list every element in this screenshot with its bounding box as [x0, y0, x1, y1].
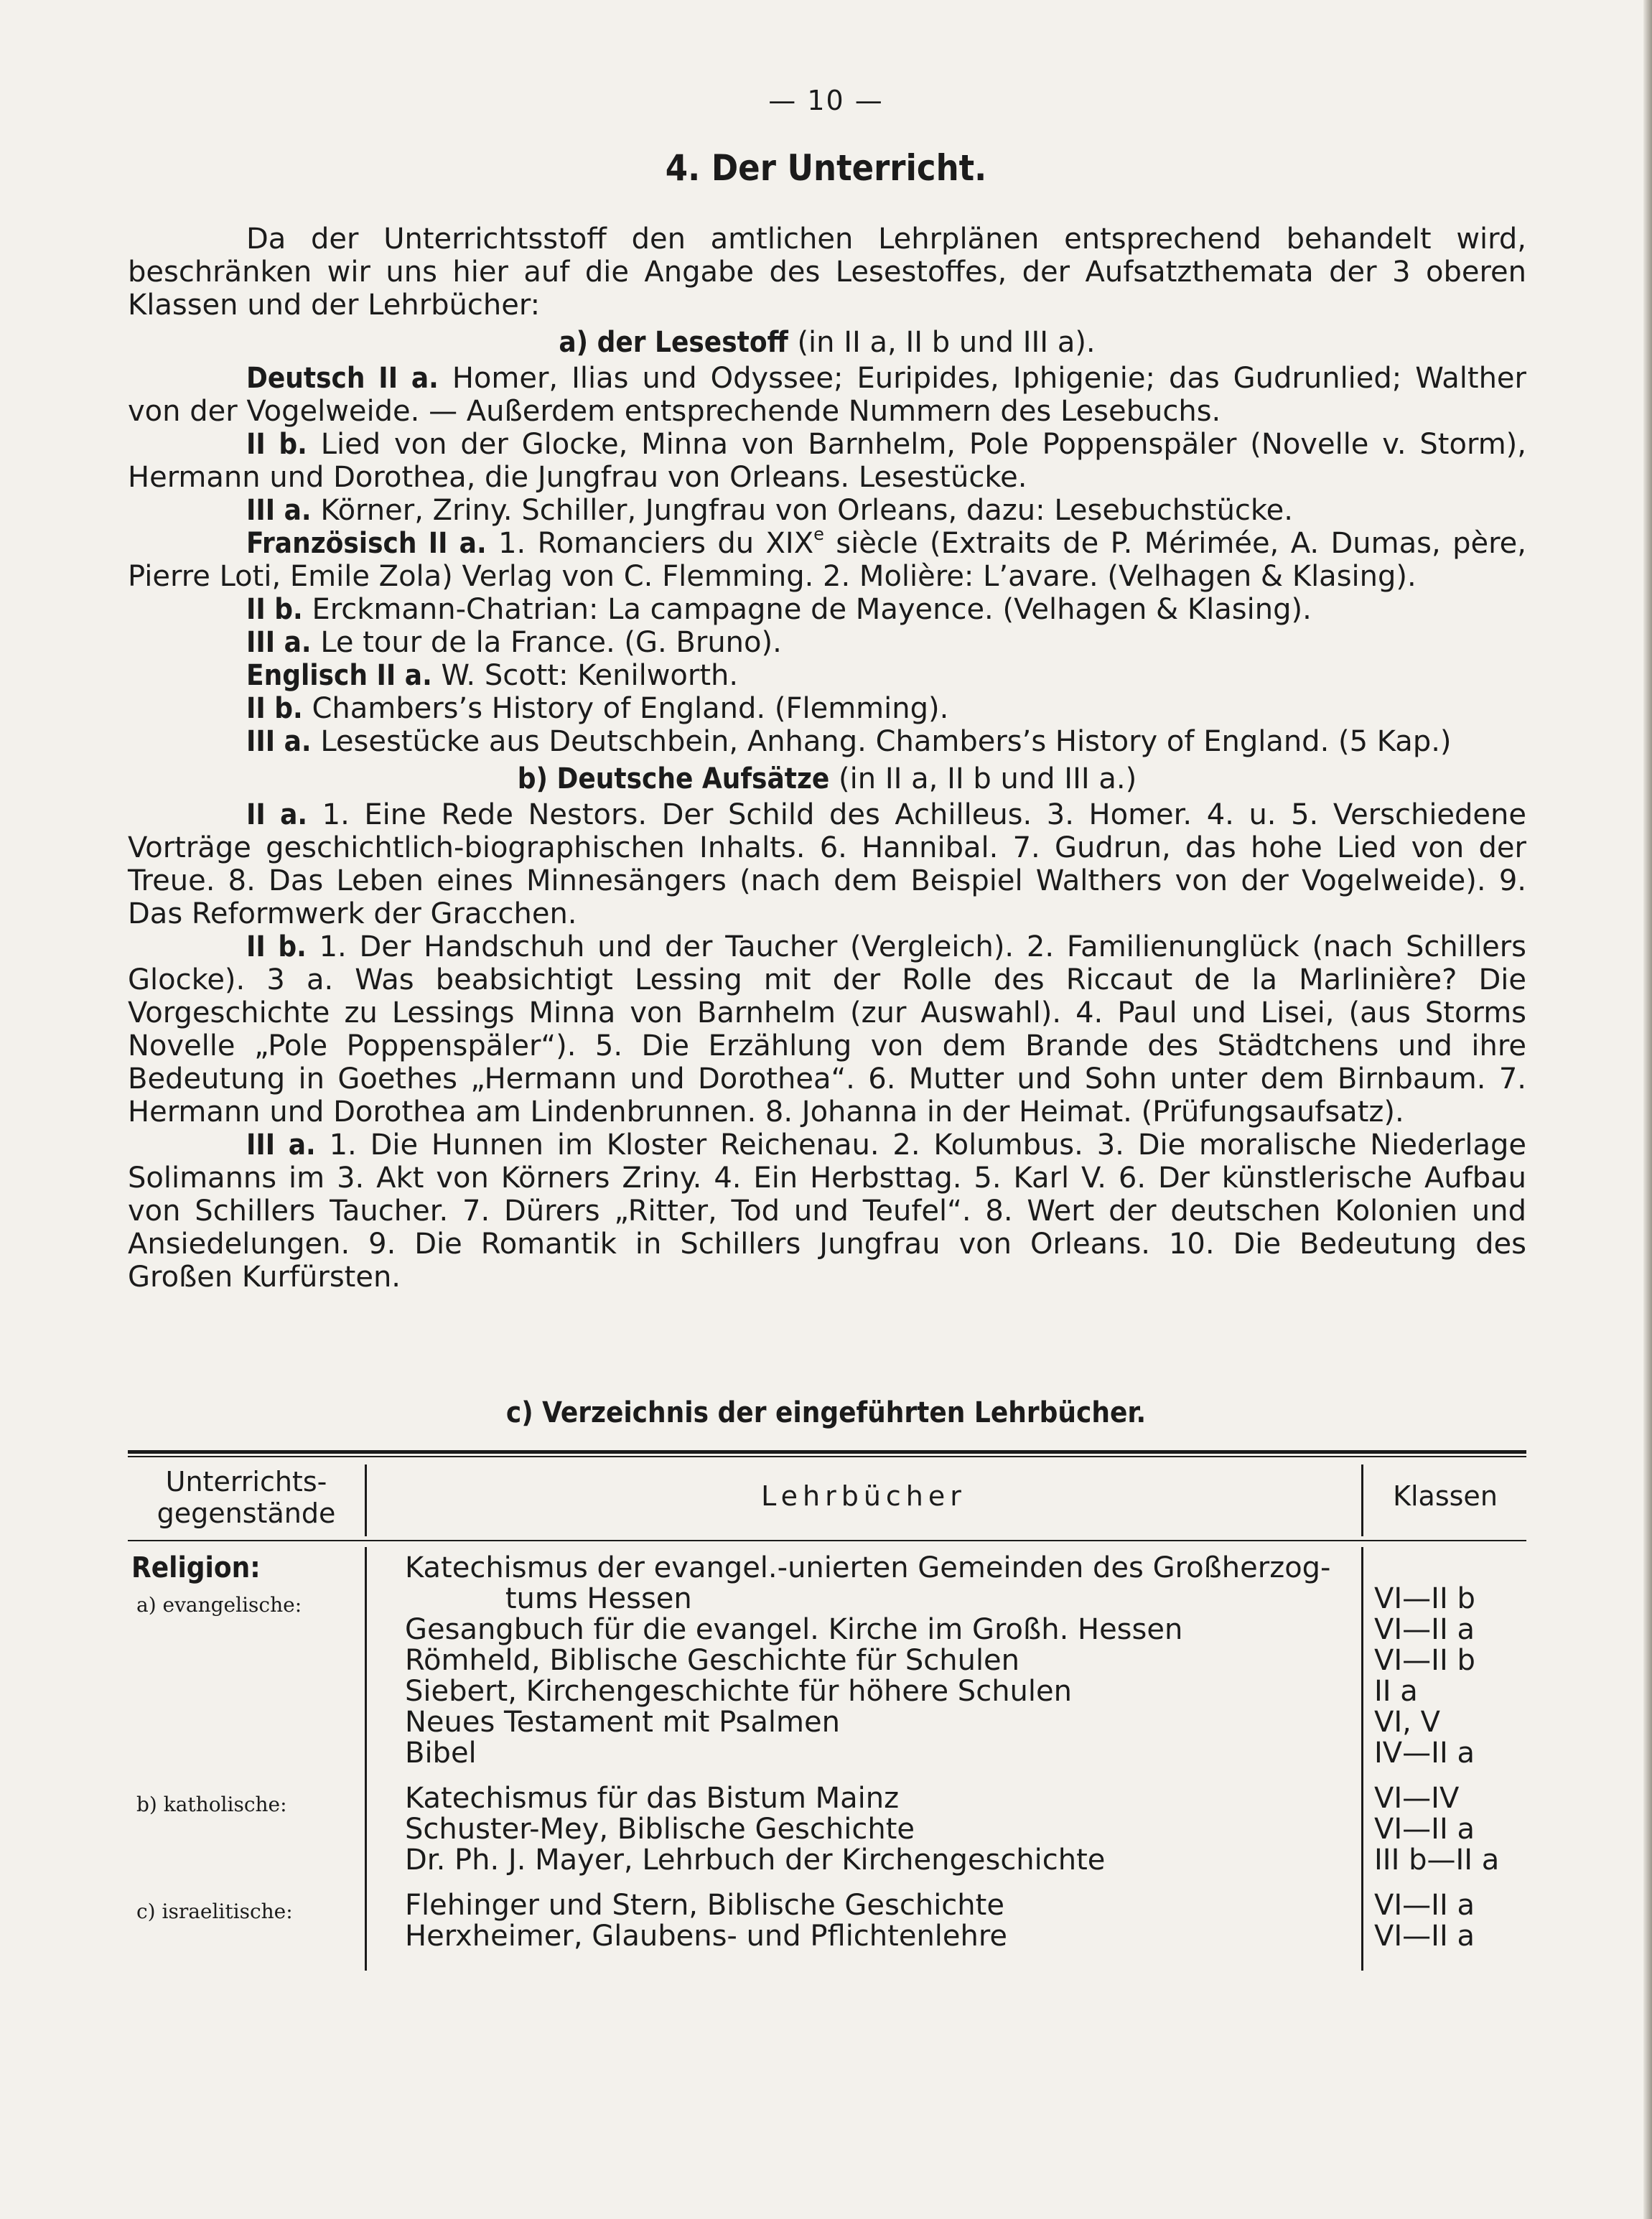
table-row-classes: III b—II a — [1374, 1844, 1500, 1877]
essay-item — [128, 930, 1526, 1129]
page-edge-shadow — [1643, 0, 1652, 2219]
table-row-classes: VI—II a — [1374, 1920, 1475, 1953]
reading-item-text: Le tour de la France. (G. Bruno). — [320, 626, 782, 659]
reading-item-label: Englisch II a. — [246, 659, 432, 692]
group-label: c) israelitische: — [136, 1900, 293, 1923]
section-b-heading-bold: b) Deutsche Aufsätze — [517, 762, 830, 795]
table-row-book: Neues Testament mit Psalmen — [405, 1706, 840, 1739]
table-row-book: Römheld, Biblische Geschichte für Schulen — [405, 1644, 1020, 1677]
table-row-book: Dr. Ph. J. Mayer, Lehrbuch der Kirchengeschichte — [405, 1844, 1106, 1877]
reading-item — [128, 428, 1526, 494]
reading-item-label: II b. — [246, 593, 303, 626]
table-top-rule — [128, 1450, 1526, 1454]
table-row-classes: VI—II b — [1374, 1644, 1475, 1677]
reading-item-text: Lied von der Glocke, Minna von Barnhelm, Pole Poppenspäler (Novelle v. Storm), Hermann und Dorothea, die Jungfrau von Orleans. Lesestücke. — [128, 428, 1526, 494]
main-content — [128, 223, 1526, 1294]
essay-item-label: II a. — [246, 798, 308, 831]
reading-item — [128, 626, 1526, 659]
table-row-classes: VI—II a — [1374, 1613, 1475, 1646]
section-a-heading-rest: (in II a, II b und III a). — [797, 326, 1096, 359]
table-row-classes: VI, V — [1374, 1706, 1440, 1739]
group-label: a) evangelische: — [136, 1593, 302, 1617]
section-b-heading — [128, 762, 1526, 795]
table-vline-1-header — [365, 1464, 367, 1536]
column-header-books: Lehrbücher — [761, 1480, 966, 1512]
subject-religion: Religion: — [131, 1551, 261, 1584]
table-row-classes: VI—IV — [1374, 1782, 1460, 1815]
reading-item-text: Erckmann-Chatrian: La campagne de Mayence. (Velhagen & Klasing). — [312, 593, 1312, 626]
reading-item-label: III a. — [246, 725, 312, 758]
table-row-book: Gesangbuch für die evangel. Kirche im Großh. Hessen — [405, 1613, 1183, 1646]
table-row-classes: IV—II a — [1374, 1737, 1475, 1770]
essay-item — [128, 798, 1526, 930]
reading-item-superscript: e — [813, 524, 824, 544]
reading-item — [128, 593, 1526, 626]
section-a-list — [128, 362, 1526, 758]
table-vline-2 — [1361, 1547, 1363, 1971]
reading-item — [128, 524, 1526, 593]
table-vline-1 — [365, 1547, 367, 1971]
essay-item-label: III a. — [246, 1129, 316, 1162]
essay-item-text: 1. Der Handschuh und der Taucher (Vergleich). 2. Familienunglück (nach Schillers Glocke). 3 a. Was beabsichtigt Lessing mit der Rolle des Riccaut de la Marlinière? Die Vorgeschichte zu Lessings Minna von Barnhelm (zur Auswahl). 4. Paul und Lisei, (aus Storms Novelle „Pole Poppenspäler“). 5. Die Erzählung von dem Brande des Städtchens und ihre Bedeutung in Goethes „Hermann und Dorothea“. 6. Mutter und Sohn unter dem Birnbaum. 7. Hermann und Dorothea am Lindenbrunnen. 8. Johanna in der Heimat. (Prüfungsaufsatz). — [128, 930, 1527, 1129]
reading-item-label: II b. — [246, 428, 307, 461]
reading-item — [128, 692, 1526, 725]
table-row-book: Siebert, Kirchengeschichte für höhere Schulen — [405, 1675, 1072, 1708]
reading-item-text: Körner, Zriny. Schiller, Jungfrau von Orleans, dazu: Lesebuchstücke. — [320, 494, 1293, 527]
section-a-heading — [128, 326, 1526, 359]
reading-item-text: 1. Romanciers du XIX — [498, 527, 814, 560]
section-c-heading — [0, 1396, 1652, 1429]
table-row-book: Bibel — [405, 1737, 477, 1770]
essay-item-label: II b. — [246, 930, 307, 963]
reading-item-label: Französisch II a. — [246, 527, 487, 560]
essay-item — [128, 1129, 1526, 1294]
reading-item — [128, 725, 1526, 758]
reading-item-text-cont: siècle (Extraits de P. Mérimée, A. Dumas, père, Pierre Loti, Emile Zola) Verlag von C. Flemming. 2. Molière: L’avare. (Velhagen & Klasing). — [128, 527, 1526, 593]
reading-item — [128, 494, 1526, 527]
textbook-table — [128, 1450, 1526, 1981]
reading-item-text: Lesestücke aus Deutschbein, Anhang. Chambers’s History of England. (5 Kap.) — [320, 725, 1452, 758]
table-row-classes: VI—II a — [1374, 1889, 1475, 1922]
column-header-subjects: Unterrichts- gegenstände — [157, 1466, 336, 1529]
table-row-classes: II a — [1374, 1675, 1418, 1708]
table-row-book: Flehinger und Stern, Biblische Geschichte — [405, 1889, 1004, 1922]
reading-item-label: Deutsch II a. — [246, 362, 439, 395]
table-row-classes: VI—II a — [1374, 1813, 1475, 1846]
page-title: 4. Der Unterricht. — [665, 147, 987, 189]
table-vline-2-header — [1361, 1464, 1363, 1536]
section-b-heading-rest: (in II a, II b und III a.) — [839, 762, 1137, 795]
page-number: — 10 — — [768, 85, 884, 116]
table-top-rule-thin — [128, 1456, 1526, 1457]
section-b-list — [128, 798, 1526, 1294]
section-a-heading-bold: a) der Lesestoff — [559, 326, 788, 359]
essay-item-text: 1. Die Hunnen im Kloster Reichenau. 2. Kolumbus. 3. Die moralische Niederlage Solimanns im 3. Akt von Körners Zriny. 4. Ein Herbsttag. 5. Karl V. 6. Der künstlerische Aufbau von Schillers Taucher. 7. Dürers „Ritter, Tod und Teufel“. 8. Wert der deutschen Kolonien und Ansiedelungen. 9. Die Romantik in Schillers Jungfrau von Orleans. 10. Die Bedeutung des Großen Kurfürsten. — [128, 1129, 1527, 1294]
intro-paragraph: Da der Unterrichtsstoff den amtlichen Lehrplänen entsprechend behandelt wird, beschränken wir uns hier auf die Angabe des Lesestoffes, der Aufsatzthemata der 3 oberen Klassen und der Lehrbücher: — [128, 223, 1526, 322]
table-row-book: Schuster-Mey, Biblische Geschichte — [405, 1813, 915, 1846]
reading-item-label: II b. — [246, 692, 303, 725]
reading-item-label: III a. — [246, 494, 312, 527]
group-label: b) katholische: — [136, 1793, 287, 1816]
table-header-rule — [128, 1540, 1526, 1541]
table-row-classes: VI—II b — [1374, 1582, 1475, 1615]
reading-item — [128, 659, 1526, 692]
column-header-classes: Klassen — [1393, 1480, 1498, 1512]
reading-item-text: Homer, Ilias und Odyssee; Euripides, Iphigenie; das Gudrunlied; Walther von der Vogelweide. — Außerdem entsprechende Nummern des Lesebuchs. — [128, 362, 1526, 428]
section-c-heading-text: c) Verzeichnis der eingeführten Lehrbücher. — [505, 1396, 1147, 1429]
essay-item-text: 1. Eine Rede Nestors. Der Schild des Achilleus. 3. Homer. 4. u. 5. Verschiedene Vorträge geschichtlich-biographischen Inhalts. 6. Hannibal. 7. Gudrun, das hohe Lied von der Treue. 8. Das Leben eines Minnesängers (nach dem Beispiel Walthers von der Vogelweide). 9. Das Reformwerk der Gracchen. — [128, 798, 1526, 930]
reading-item-text: W. Scott: Kenilworth. — [441, 659, 739, 692]
reading-item-text: Chambers’s History of England. (Flemming). — [312, 692, 949, 725]
table-row-book: Katechismus der evangel.-unierten Gemeinden des Großherzog- tums Hessen — [405, 1551, 1331, 1615]
table-row-book: Herxheimer, Glaubens- und Pflichtenlehre — [405, 1920, 1008, 1953]
table-row-book: Katechismus für das Bistum Mainz — [405, 1782, 900, 1815]
reading-item — [128, 362, 1526, 428]
reading-item-label: III a. — [246, 626, 312, 659]
